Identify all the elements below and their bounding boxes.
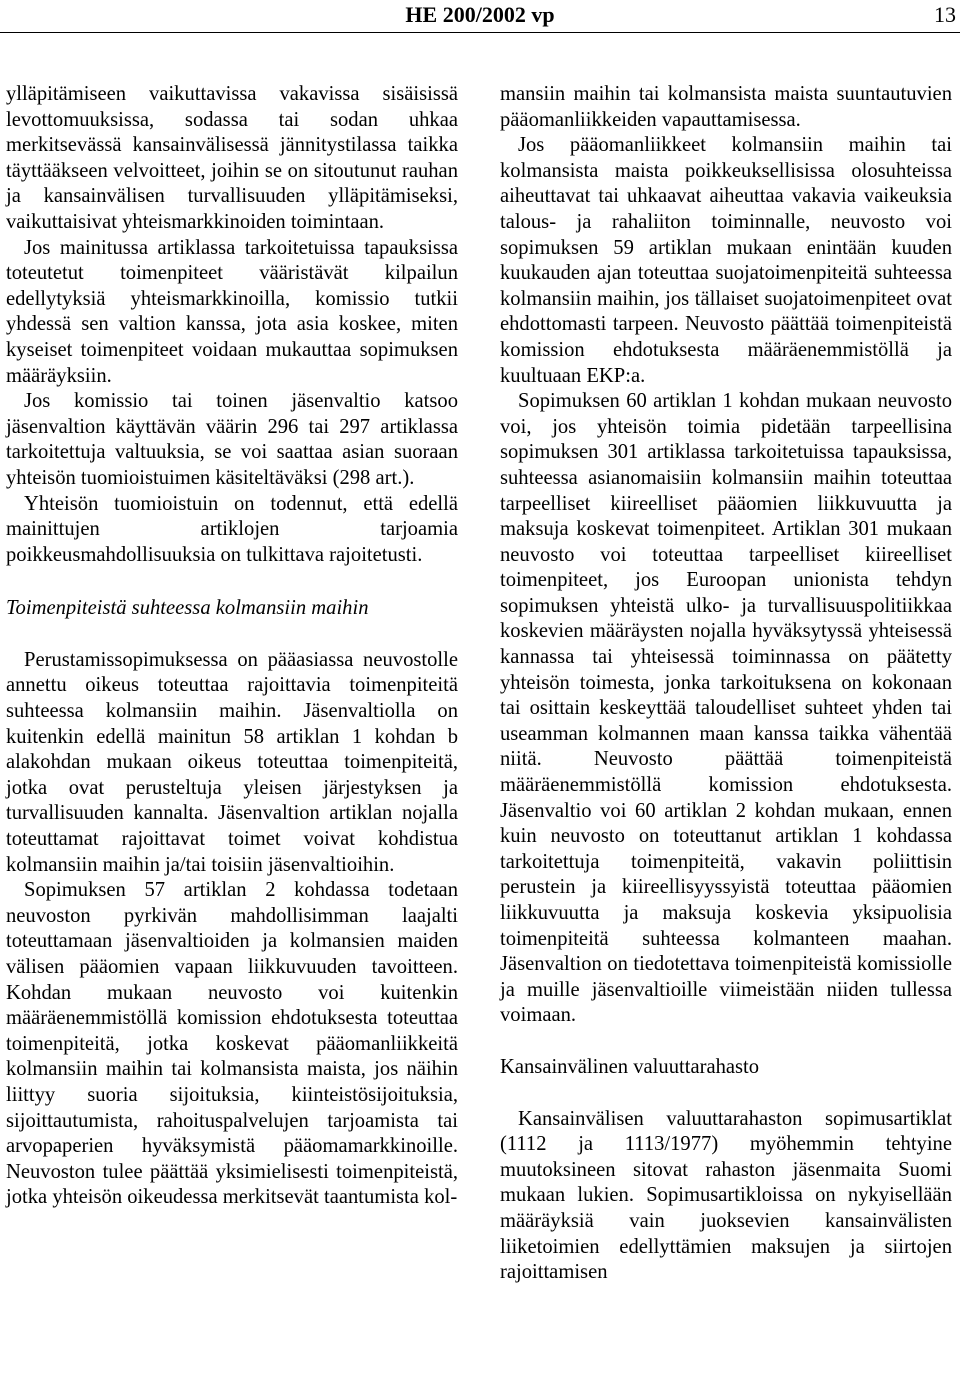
spacer: [6, 568, 458, 596]
paragraph: Yhteisön tuomioistuin on todennut, että edellä mainittujen artiklojen tarjoamia poikkeusmahdollisuuksia on tulkittava rajoitetusti.: [6, 492, 458, 566]
paragraph: Jos mainitussa artiklassa tarkoitetuissa tapauksissa toteutetut toimenpiteet vääristävät kilpailun edellytyksiä yhteismarkkinoilla, komissio tutkii yhdessä sen valtion kanssa, jota asia koskee, miten kyseiset toimenpiteet voidaan mukauttaa sopimuksen määräyksiin.: [6, 236, 458, 387]
page-number: 13: [934, 2, 956, 27]
section-heading: Kansainvälinen valuuttarahasto: [500, 1055, 760, 1078]
left-column: [6, 82, 458, 1211]
paragraph: Kansainvälisen valuuttarahaston sopimusartiklat (1112 ja 1113/1977) myöhemmin tehtyine muutoksineen sitovat rahaston jäsenmaita Suomi mukaan lukien. Sopimusartikloissa on nykyisellään määräyksiä vain juoksevien kansainvälisten liiketoimien edellyttämien maksujen ja siirtojen rajoittamisen: [500, 1107, 952, 1284]
document-id: HE 200/2002 vp: [405, 2, 555, 27]
spacer: [500, 1081, 952, 1107]
header-rule: [0, 32, 960, 33]
paragraph: Sopimuksen 60 artiklan 1 kohdan mukaan neuvosto voi, jos yhteisön toimia pidetään tarpeellisina sopimuksen 301 artiklassa tarkoitetuissa tapauksissa, suhteessa asianomaisiin kolmansiin maihin toteuttaa tarpeelliset kiireelliset pääomien liikkuvuutta ja maksuja koskevat toimenpiteet. Artiklan 301 mukaan neuvosto voi toteuttaa tarpeelliset kiireelliset toimenpiteet, jos Euroopan unionista tehdyn sopimuksen yhteistä ulko- ja turvallisuuspolitiikkaa koskevien määräysten nojalla hyväksytyssä yhteisessä kannassa tai yhteisessä toiminnassa on päätetty yhteisön toimesta, jonka tarkoituksena on kokonaan tai osittain keskeyttää taloudelliset suhteet yhden tai useamman kolmannen maan kanssa taikka vähentää niitä. Neuvosto päättää toimenpiteistä määräenemmistöllä komission ehdotuksesta. Jäsenvaltio voi 60 artiklan 2 kohdan mukaan, ennen kuin neuvosto on toteuttanut artiklan 1 kohdassa tarkoitettuja toimenpiteitä, vakavin poliittisin perustein ja kiireellisyyssyistä toteuttaa pääomien liikkuvuutta ja maksuja koskevia yksipuolisia toimenpiteitä suhteessa kolmanteen maahan. Jäsenvaltion on tiedotettava toimenpiteistä komissiolle ja muille jäsenvaltioille viimeistään niiden tullessa voimaan.: [500, 390, 952, 1027]
spacer: [500, 1029, 952, 1055]
page-header: [0, 0, 960, 32]
spacer: [6, 622, 458, 648]
paragraph: Jos pääomanliikkeet kolmansiin maihin tai kolmansista maista poikkeuksellisissa olosuhteissa aiheuttavat tai uhkaavat aiheuttaa vakavia vaikeuksia talous- ja rahaliiton toiminnalle, neuvosto voi sopimuksen 59 artiklan mukaan enintään kuuden kuukauden ajan toteuttaa suojatoimenpiteitä suhteessa kolmansiin maihin, jos tällaiset suojatoimenpiteet ovat ehdottomasti tarpeen. Neuvosto päättää toimenpiteistä komission ehdotuksesta määräenemmistöllä ja kuultuaan EKP:a.: [500, 134, 952, 387]
paragraph: Perustamissopimuksessa on pääasiassa neuvostolle annettu oikeus toteuttaa rajoittavia toimenpiteitä suhteessa kolmansiin maihin. Jäsenvaltiolla on kuitenkin edellä mainitun 58 artiklan 1 kohdan b alakohdan mukaan oikeus toteuttaa toimenpiteitä, jotka ovat perusteltuja yleisen järjestyksen ja turvallisuuden kannalta. Jäsenvaltion artiklan nojalla toteuttamat rajoittavat toimet voivat kohdistua kolmansiin maihin ja/tai toisiin jäsenvaltioihin.: [6, 648, 458, 876]
right-column: [500, 82, 952, 1286]
paragraph: ylläpitämiseen vaikuttavissa vakavissa sisäisissä levottomuuksissa, sodassa tai sodan uhkaa merkitsevässä kansainvälisessä jännitystilassa taikka täyttääkseen velvoitteet, joihin se on sitoutunut rauhan ja kansainvälisen turvallisuuden ylläpitämiseksi, vaikuttaisivat yhteismarkkinoiden toimintaan.: [6, 83, 458, 233]
paragraph: mansiin maihin tai kolmansista maista suuntautuvien pääomanliikkeiden vapauttamisessa.: [500, 83, 952, 131]
paragraph: Sopimuksen 57 artiklan 2 kohdassa todetaan neuvoston pyrkivän mahdollisimman laajalti toteuttamaan jäsenvaltioiden ja kolmansien maiden välisen pääomien vapaan liikkuvuuden tavoitteen. Kohdan mukaan neuvosto voi kuitenkin määräenemmistöllä komission ehdotuksesta toteuttaa toimenpiteitä, jotka koskevat pääomanliikkeitä kolmansiin maihin tai kolmansista maista, jos näihin liittyy suoria sijoituksia, kiinteistösijoituksia, sijoittautumista, rahoituspalvelujen tarjoamista tai arvopaperien hyväksymistä pääomamarkkinoille. Neuvoston tulee päättää yksimielisesti toimenpiteistä, jotka yhteisön oikeudessa merkitsevät taantumista kol-: [6, 879, 458, 1209]
paragraph: Jos komissio tai toinen jäsenvaltio katsoo jäsenvaltion käyttävän väärin 296 tai 297 artiklassa tarkoitettuja valtuuksia, se voi saattaa asian suoraan yhteisön tuomioistuimen käsiteltäväksi (298 art.).: [6, 390, 458, 489]
section-heading: Toimenpiteistä suhteessa kolmansiin maihin: [6, 597, 369, 620]
